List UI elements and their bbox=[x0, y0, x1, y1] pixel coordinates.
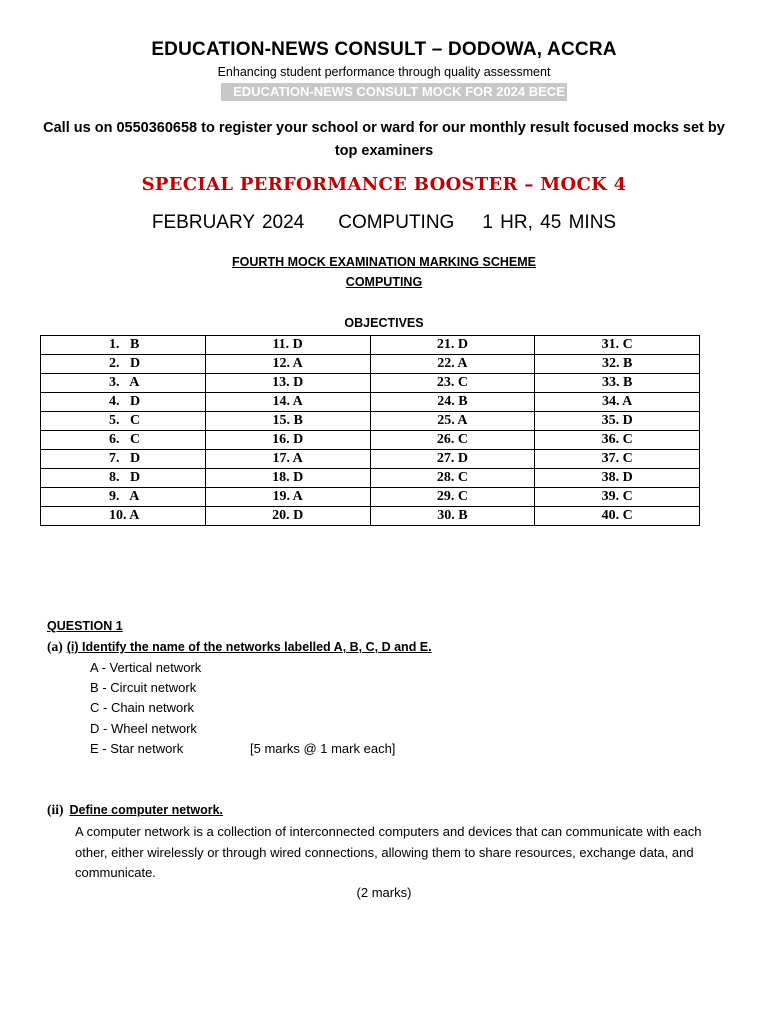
answer-item: E - Star network bbox=[90, 741, 184, 756]
answer-cell: 25. A bbox=[370, 412, 535, 431]
answer-cell: 4. D bbox=[41, 393, 206, 412]
answer-cell: 31. C bbox=[535, 336, 700, 355]
answer-cell: 5. C bbox=[41, 412, 206, 431]
answer-cell: 39. C bbox=[535, 488, 700, 507]
answer-cell: 13. D bbox=[205, 374, 370, 393]
answer-cell: 27. D bbox=[370, 450, 535, 469]
answer-cell: 36. C bbox=[535, 431, 700, 450]
part-ii-label: (ii) bbox=[47, 802, 64, 817]
answer-cell: 6. C bbox=[41, 431, 206, 450]
answer-cell: 18. D bbox=[205, 469, 370, 488]
answer-cell: 7. D bbox=[41, 450, 206, 469]
answer-row bbox=[41, 488, 700, 507]
answer-item: A - Vertical network bbox=[90, 660, 202, 675]
mock-banner: EDUCATION-NEWS CONSULT MOCK FOR 2024 BECE bbox=[221, 83, 567, 101]
answer-cell: 12. A bbox=[205, 355, 370, 374]
answer-cell: 21. D bbox=[370, 336, 535, 355]
answer-row bbox=[41, 507, 700, 526]
answer-cell: 9. A bbox=[41, 488, 206, 507]
answer-row bbox=[41, 412, 700, 431]
answer-cell: 1. B bbox=[41, 336, 206, 355]
organization-title: EDUCATION-NEWS CONSULT – DODOWA, ACCRA bbox=[151, 39, 617, 60]
answer-cell: 14. A bbox=[205, 393, 370, 412]
answer-cell: 38. D bbox=[535, 469, 700, 488]
answer-row bbox=[41, 355, 700, 374]
answer-cell: 16. D bbox=[205, 431, 370, 450]
answer-cell: 26. C bbox=[370, 431, 535, 450]
answer-cell: 32. B bbox=[535, 355, 700, 374]
question-1-title: QUESTION 1 bbox=[47, 619, 123, 633]
answer-cell: 11. D bbox=[205, 336, 370, 355]
answer-cell: 28. C bbox=[370, 469, 535, 488]
answer-cell: 20. D bbox=[205, 507, 370, 526]
answer-row bbox=[41, 469, 700, 488]
part-a-label: (a) bbox=[47, 639, 63, 654]
question-1a-prompt bbox=[47, 639, 432, 655]
answer-cell: 19. A bbox=[205, 488, 370, 507]
answer-cell: 29. C bbox=[370, 488, 535, 507]
banner-container bbox=[0, 83, 768, 101]
booster-title: SPECIAL PERFORMANCE BOOSTER – MOCK 4 bbox=[141, 174, 627, 195]
answer-item: C - Chain network bbox=[90, 700, 195, 715]
answer-cell: 17. A bbox=[205, 450, 370, 469]
answer-cell: 2. D bbox=[41, 355, 206, 374]
answer-row bbox=[41, 374, 700, 393]
answer-row bbox=[41, 393, 700, 412]
answer-cell: 10. A bbox=[41, 507, 206, 526]
answer-cell: 30. B bbox=[370, 507, 535, 526]
exam-subject: COMPUTING bbox=[338, 212, 455, 233]
answer-cell: 33. B bbox=[535, 374, 700, 393]
computer-network-definition: A computer network is a collection of interconnected computers and devices that can communicate with each other, either wirelessly or through wired connections, allowing them to share resources, exchange data, and communicate. bbox=[75, 824, 702, 880]
question-1aii-prompt bbox=[47, 802, 223, 818]
answer-cell: 24. B bbox=[370, 393, 535, 412]
answer-row bbox=[41, 450, 700, 469]
part-a-text: (i) Identify the name of the networks labelled A, B, C, D and E. bbox=[66, 640, 432, 654]
answer-cell: 15. B bbox=[205, 412, 370, 431]
answer-cell: 35. D bbox=[535, 412, 700, 431]
answer-item: B - Circuit network bbox=[90, 680, 197, 695]
answer-cell: 40. C bbox=[535, 507, 700, 526]
tagline: Enhancing student performance through quality assessment bbox=[217, 65, 551, 79]
answer-row bbox=[41, 336, 700, 355]
part-ii-text: Define computer network. bbox=[69, 803, 223, 817]
objectives-heading: OBJECTIVES bbox=[344, 316, 424, 330]
objectives-answer-table bbox=[40, 335, 700, 526]
exam-info-line bbox=[0, 212, 768, 234]
marking-scheme-subject: COMPUTING bbox=[345, 275, 423, 289]
answer-cell: 8. D bbox=[41, 469, 206, 488]
part-ii-marks: (2 marks) bbox=[356, 885, 412, 900]
exam-month: FEBRUARY 2024 bbox=[151, 212, 305, 233]
registration-call-text: Call us on 0550360658 to register your school or ward for our monthly result focused mocks set by top examiners bbox=[43, 120, 725, 159]
marking-scheme-title: FOURTH MOCK EXAMINATION MARKING SCHEME bbox=[232, 255, 536, 269]
answer-cell: 22. A bbox=[370, 355, 535, 374]
answer-cell: 23. C bbox=[370, 374, 535, 393]
answer-cell: 37. C bbox=[535, 450, 700, 469]
part-a-marks: [5 marks @ 1 mark each] bbox=[250, 741, 396, 756]
answer-cell: 34. A bbox=[535, 393, 700, 412]
exam-duration: 1 HR, 45 MINS bbox=[482, 212, 617, 233]
answer-item: D - Wheel network bbox=[90, 721, 197, 736]
answer-cell: 3. A bbox=[41, 374, 206, 393]
answer-row bbox=[41, 431, 700, 450]
